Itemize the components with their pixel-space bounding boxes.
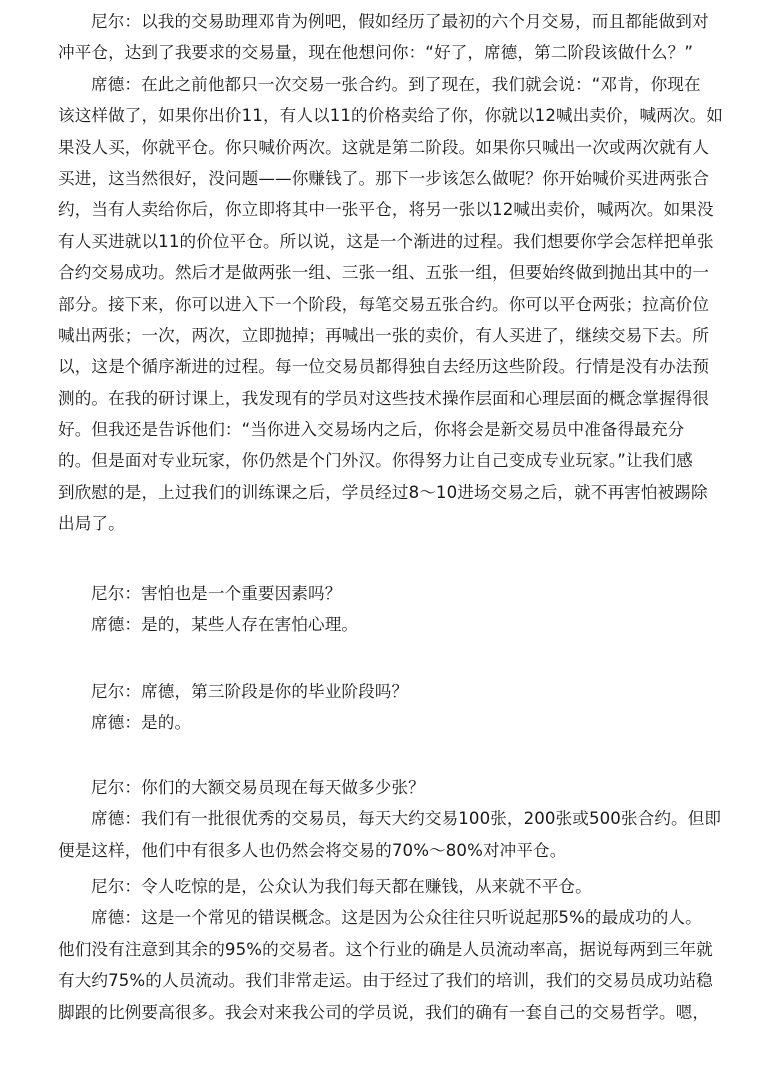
text-line: 席德：在此之前他都只一次交易一张合约。到了现在，我们就会说：“邓肯，你现在 (91, 74, 701, 94)
text-line: 他们没有注意到其余的95%的交易者。这个行业的确是人员流动率高，据说每两到三年就 (58, 939, 713, 959)
dialogue-paragraph-public-perception (58, 871, 748, 1028)
text-line: 出局了。 (58, 514, 125, 534)
text-line: 尼尔：害怕也是一个重要因素吗？ (91, 584, 342, 603)
text-line: 买进，这当然很好，没问题——你赚钱了。那下一步该怎么做呢？你开始喊价买进两张合 (58, 168, 710, 188)
text-line: 有大约75%的人员流动。我们非常走运。由于经过了我们的培训，我们的交易员成功站稳 (58, 971, 713, 991)
text-line: 席德：是的。 (91, 713, 192, 733)
text-line: 喊出两张；一次，两次，立即抛掉；再喊出一张的卖价，有人买进了，继续交易下去。所 (58, 325, 710, 345)
text-line: 部分。接下来，你可以进入下一个阶段，每笔交易五张合约。你可以平仓两张；拉高价位 (58, 294, 710, 314)
text-line: 到欣慰的是，上过我们的训练课之后，学员经过8～10进场交易之后，就不再害怕被踢除 (58, 482, 708, 502)
text-line: 的。但是面对专业玩家，你仍然是个门外汉。你得努力让自己变成专业玩家。”让我们感 (58, 451, 693, 471)
text-line: 合约交易成功。然后才是做两张一组、三张一组、五张一组，但要始终做到抛出其中的一 (58, 263, 710, 283)
text-line: 该这样做了，如果你出价11，有人以11的价格卖给了你，你就以12喊出卖价，喊两次。如 (58, 106, 723, 126)
text-line: 席德：是的，某些人存在害怕心理。 (91, 615, 359, 635)
text-line: 尼尔：席德，第三阶段是你的毕业阶段吗？ (91, 682, 409, 701)
text-line: 尼尔：以我的交易助理邓肯为例吧，假如经历了最初的六个月交易，而且都能做到对 (91, 12, 709, 31)
text-line: 席德：这是一个常见的错误概念。这是因为公众往往只听说起那5%的最成功的人。 (91, 908, 702, 928)
dialogue-paragraph-stage-three (58, 676, 748, 739)
text-line: 以，这是个循序渐进的过程。每一位交易员都得独自去经历这些阶段。行情是没有办法预 (58, 357, 710, 377)
text-line: 测的。在我的研讨课上，我发现有的学员对这些技术操作层面和心理层面的概念掌握得很 (58, 388, 710, 408)
text-line: 好。但我还是告诉他们：“当你进入交易场内之后，你将会是新交易员中准备得最充分 (58, 420, 685, 440)
text-line: 果没人买，你就平仓。你只喊价两次。这就是第二阶段。如果你只喊出一次或两次就有人 (58, 137, 710, 157)
text-line: 尼尔：你们的大额交易员现在每天做多少张？ (91, 778, 425, 797)
dialogue-paragraph-stage-two (58, 6, 748, 540)
text-line: 席德：我们有一批很优秀的交易员，每天大约交易100张，200张或500张合约。但即 (91, 809, 722, 829)
text-line: 约，当有人卖给你后，你立即将其中一张平仓，将另一张以12喊出卖价，喊两次。如果没 (58, 200, 714, 220)
text-line: 冲平仓，达到了我要求的交易量，现在他想问你：“好了，席德，第二阶段该做什么？” (58, 43, 694, 63)
dialogue-paragraph-fear (58, 578, 748, 641)
text-line: 有人买进就以11的价位平仓。所以说，这是一个渐进的过程。我们想要你学会怎样把单张 (58, 231, 714, 251)
text-line: 尼尔：令人吃惊的是，公众认为我们每天都在赚钱，从来就不平仓。 (91, 877, 592, 896)
text-line: 便是这样，他们中有很多人也仍然会将交易的70%～80%对冲平仓。 (58, 840, 567, 860)
text-line: 脚跟的比例要高很多。我会对来我公司的学员说，我们的确有一套自己的交易哲学。嗯， (58, 1002, 710, 1022)
dialogue-paragraph-volume (58, 772, 748, 866)
